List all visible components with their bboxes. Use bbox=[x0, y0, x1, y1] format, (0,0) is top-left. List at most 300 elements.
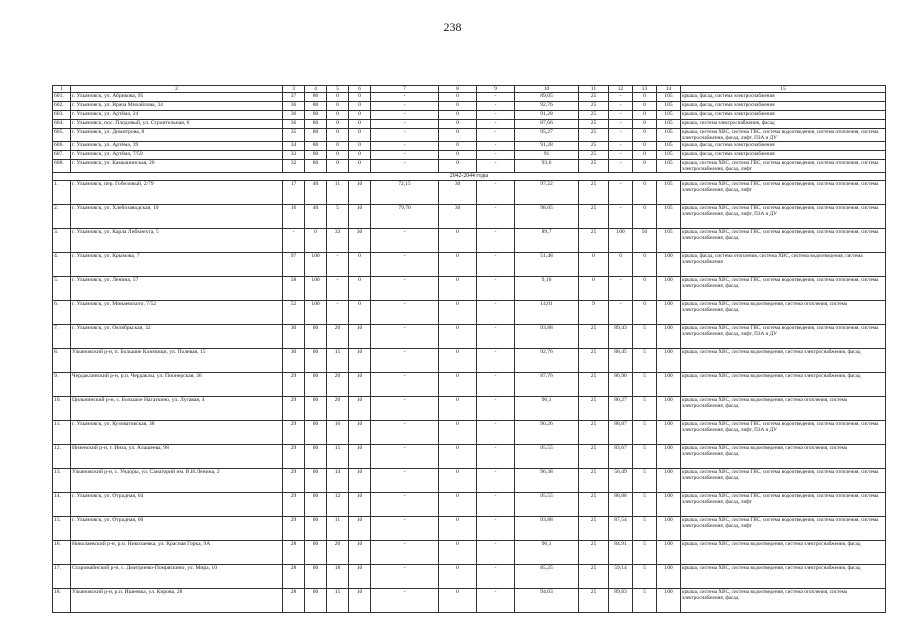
value-cell: 105 bbox=[657, 102, 681, 111]
value-cell: - bbox=[477, 160, 515, 173]
value-cell: 10 bbox=[349, 589, 371, 613]
value-cell: 15 bbox=[327, 589, 349, 613]
value-cell: 0 bbox=[439, 111, 477, 120]
table-body bbox=[53, 86, 886, 613]
value-cell: - bbox=[609, 301, 633, 325]
value-cell: - bbox=[477, 421, 515, 445]
value-cell: 0 bbox=[439, 93, 477, 102]
column-number: 3 bbox=[283, 86, 305, 93]
works-cell: крыша, фасад, система электроснабжения bbox=[681, 102, 886, 111]
value-cell: - bbox=[477, 205, 515, 229]
value-cell: 56,49 bbox=[609, 469, 633, 493]
value-cell: 87,66 bbox=[515, 120, 579, 129]
value-cell: 89,83 bbox=[609, 589, 633, 613]
value-cell: - bbox=[371, 93, 439, 102]
value-cell: - bbox=[477, 397, 515, 421]
value-cell: 5 bbox=[633, 325, 657, 349]
row-number-cell: 601. bbox=[53, 93, 71, 102]
value-cell: 100 bbox=[657, 301, 681, 325]
value-cell: 86,96 bbox=[609, 373, 633, 397]
row-number-cell: 604. bbox=[53, 120, 71, 129]
value-cell: 25 bbox=[579, 469, 609, 493]
value-cell: 80 bbox=[305, 120, 327, 129]
value-cell: 10 bbox=[349, 325, 371, 349]
column-number: 1 bbox=[53, 86, 71, 93]
table-row bbox=[53, 301, 886, 325]
value-cell: 5 bbox=[633, 373, 657, 397]
column-number: 6 bbox=[349, 86, 371, 93]
value-cell: 14,01 bbox=[515, 301, 579, 325]
value-cell: 93,88 bbox=[515, 325, 579, 349]
value-cell: 10 bbox=[349, 397, 371, 421]
value-cell: - bbox=[609, 181, 633, 205]
value-cell: 60 bbox=[305, 589, 327, 613]
value-cell: 100 bbox=[657, 421, 681, 445]
value-cell: 60 bbox=[305, 349, 327, 373]
column-number: 8 bbox=[439, 86, 477, 93]
value-cell: 80 bbox=[305, 151, 327, 160]
value-cell: 0 bbox=[439, 349, 477, 373]
document-sheet bbox=[52, 85, 885, 613]
column-number: 4 bbox=[305, 86, 327, 93]
value-cell: 100 bbox=[657, 277, 681, 301]
value-cell: 80 bbox=[305, 102, 327, 111]
value-cell: - bbox=[477, 565, 515, 589]
column-number: 14 bbox=[657, 86, 681, 93]
value-cell: 28 bbox=[283, 565, 305, 589]
value-cell: 0 bbox=[349, 301, 371, 325]
value-cell: - bbox=[477, 325, 515, 349]
value-cell: - bbox=[609, 160, 633, 173]
value-cell: 25 bbox=[579, 397, 609, 421]
value-cell: - bbox=[371, 229, 439, 253]
value-cell: 0 bbox=[439, 102, 477, 111]
value-cell: 20 bbox=[327, 325, 349, 349]
value-cell: 17 bbox=[283, 181, 305, 205]
table-row bbox=[53, 469, 886, 493]
address-cell: Николаевский р-н, р.п. Николаевка, ул. Красная Горка, 9А bbox=[71, 541, 283, 565]
value-cell: - bbox=[477, 229, 515, 253]
value-cell: - bbox=[477, 151, 515, 160]
row-number-cell: 3. bbox=[53, 229, 71, 253]
value-cell: 25 bbox=[579, 102, 609, 111]
works-cell: крыша, система ХВС, система ГВС, система водоотведения, система отопления, система электроснабжения, фасад, лифт, ПЗА и ДУ bbox=[681, 325, 886, 349]
value-cell: 0 bbox=[439, 397, 477, 421]
table-row bbox=[53, 493, 886, 517]
section-label: 2042-2044 годы bbox=[53, 173, 886, 181]
column-number: 7 bbox=[371, 86, 439, 93]
value-cell: - bbox=[371, 102, 439, 111]
works-cell: крыша, система ХВС, система водоотведения, система отопления, система электроснабжения, фасад bbox=[681, 589, 886, 613]
works-cell: крыша, система ХВС, система ГВС, система водоотведения, система отопления, система электроснабжения, фасад bbox=[681, 469, 886, 493]
table-row bbox=[53, 349, 886, 373]
value-cell: 96,1 bbox=[515, 541, 579, 565]
value-cell: 92,76 bbox=[515, 102, 579, 111]
row-number-cell: 8. bbox=[53, 349, 71, 373]
value-cell: 105 bbox=[657, 181, 681, 205]
value-cell: 5 bbox=[633, 541, 657, 565]
address-cell: г. Ульяновск, ул. Отрадная, 64 bbox=[71, 493, 283, 517]
column-number: 15 bbox=[681, 86, 886, 93]
column-number: 5 bbox=[327, 86, 349, 93]
value-cell: 29 bbox=[283, 397, 305, 421]
value-cell: 100 bbox=[657, 349, 681, 373]
address-cell: г. Ульяновск, ул. Минаевского, 7/52 bbox=[71, 301, 283, 325]
section-row bbox=[53, 173, 886, 181]
value-cell: 0 bbox=[349, 111, 371, 120]
address-cell: г. Ульяновск, ул. Отрадная, 66 bbox=[71, 517, 283, 541]
row-number-cell: 14. bbox=[53, 493, 71, 517]
works-cell: крыша, система ХВС, система водоотведения, система отопления, система электроснабжения, фасад bbox=[681, 397, 886, 421]
value-cell: 72,15 bbox=[371, 181, 439, 205]
value-cell: 5 bbox=[633, 397, 657, 421]
value-cell: - bbox=[371, 421, 439, 445]
value-cell: 36 bbox=[283, 102, 305, 111]
value-cell: - bbox=[477, 589, 515, 613]
value-cell: - bbox=[477, 541, 515, 565]
value-cell: 33 bbox=[327, 229, 349, 253]
value-cell: 84,91 bbox=[609, 541, 633, 565]
address-cell: г. Ульяновск, ул. Карла Либкнехта, 5 bbox=[71, 229, 283, 253]
value-cell: 0 bbox=[327, 111, 349, 120]
value-cell: 0 bbox=[633, 253, 657, 277]
value-cell: 0 bbox=[439, 325, 477, 349]
value-cell: - bbox=[327, 253, 349, 277]
value-cell: 91,28 bbox=[515, 111, 579, 120]
value-cell: 105 bbox=[657, 142, 681, 151]
address-cell: г. Ульяновск, ул. Кузоватовская, 38 bbox=[71, 421, 283, 445]
value-cell: 59,14 bbox=[609, 565, 633, 589]
value-cell: 60 bbox=[305, 493, 327, 517]
row-number-cell: 6. bbox=[53, 301, 71, 325]
value-cell: 96,1 bbox=[515, 397, 579, 421]
value-cell: 25 bbox=[579, 129, 609, 142]
table-row bbox=[53, 589, 886, 613]
value-cell: 91 bbox=[515, 151, 579, 160]
value-cell: 60 bbox=[305, 373, 327, 397]
value-cell: 16 bbox=[327, 421, 349, 445]
value-cell: 29 bbox=[283, 445, 305, 469]
value-cell: 105 bbox=[657, 111, 681, 120]
value-cell: 15 bbox=[327, 445, 349, 469]
value-cell: 0 bbox=[327, 120, 349, 129]
address-cell: Ульяновский р-н, с. Ундоры, ул. Санаторий им. В.И.Ленина, 2 bbox=[71, 469, 283, 493]
value-cell: 40 bbox=[305, 205, 327, 229]
value-cell: 28 bbox=[283, 589, 305, 613]
row-number-cell: 7. bbox=[53, 325, 71, 349]
value-cell: 100 bbox=[305, 277, 327, 301]
value-cell: 0 bbox=[633, 142, 657, 151]
value-cell: 60 bbox=[305, 469, 327, 493]
value-cell: - bbox=[477, 142, 515, 151]
value-cell: 89,7 bbox=[515, 229, 579, 253]
value-cell: 25 bbox=[579, 493, 609, 517]
value-cell: 96,38 bbox=[515, 469, 579, 493]
value-cell: 100 bbox=[657, 397, 681, 421]
table-row bbox=[53, 517, 886, 541]
table-row bbox=[53, 205, 886, 229]
row-number-cell: 17. bbox=[53, 565, 71, 589]
row-number-cell: 602. bbox=[53, 102, 71, 111]
value-cell: 12 bbox=[327, 493, 349, 517]
value-cell: - bbox=[371, 397, 439, 421]
works-cell: крыша, система ХВС, система водоотведения, система отопления, система электроснабжения, фасад bbox=[681, 445, 886, 469]
value-cell: 36 bbox=[283, 111, 305, 120]
value-cell: 11 bbox=[327, 517, 349, 541]
address-cell: Чердаклинский р-н, р.п. Чердаклы, ул. Пионерская, 36 bbox=[71, 373, 283, 397]
value-cell: 5 bbox=[633, 421, 657, 445]
value-cell: 0 bbox=[327, 129, 349, 142]
value-cell: 25 bbox=[579, 517, 609, 541]
value-cell: 25 bbox=[579, 541, 609, 565]
value-cell: 100 bbox=[657, 445, 681, 469]
column-number: 9 bbox=[477, 86, 515, 93]
value-cell: 0 bbox=[439, 589, 477, 613]
value-cell: 0 bbox=[439, 142, 477, 151]
value-cell: 18 bbox=[327, 565, 349, 589]
value-cell: 25 bbox=[579, 349, 609, 373]
value-cell: 34 bbox=[283, 142, 305, 151]
row-number-cell: 10. bbox=[53, 397, 71, 421]
value-cell: 105 bbox=[657, 151, 681, 160]
value-cell: 100 bbox=[657, 325, 681, 349]
value-cell: - bbox=[477, 181, 515, 205]
value-cell: 93,6 bbox=[515, 160, 579, 173]
row-number-cell: 607. bbox=[53, 151, 71, 160]
value-cell: - bbox=[609, 277, 633, 301]
value-cell: - bbox=[609, 151, 633, 160]
value-cell: - bbox=[477, 301, 515, 325]
value-cell: 100 bbox=[657, 469, 681, 493]
value-cell: 95,55 bbox=[515, 445, 579, 469]
value-cell: 83,67 bbox=[609, 445, 633, 469]
value-cell: 79,76 bbox=[371, 205, 439, 229]
table-row bbox=[53, 160, 886, 173]
value-cell: 25 bbox=[579, 325, 609, 349]
value-cell: 5 bbox=[633, 445, 657, 469]
table-row bbox=[53, 120, 886, 129]
address-cell: г. Ульяновск, ул. Артёма, 24 bbox=[71, 111, 283, 120]
value-cell: - bbox=[609, 129, 633, 142]
address-cell: г. Ульяновск, пер. Гобеловый, 2/79 bbox=[71, 181, 283, 205]
value-cell: - bbox=[371, 151, 439, 160]
value-cell: - bbox=[371, 589, 439, 613]
value-cell: 0 bbox=[439, 493, 477, 517]
value-cell: 10 bbox=[349, 373, 371, 397]
value-cell: 5 bbox=[633, 565, 657, 589]
value-cell: 25 bbox=[579, 373, 609, 397]
value-cell: 0 bbox=[439, 517, 477, 541]
value-cell: 105 bbox=[657, 205, 681, 229]
value-cell: 0 bbox=[349, 93, 371, 102]
value-cell: 10 bbox=[349, 349, 371, 373]
works-cell: крыша, система ХВС, система водоотведения, система электроснабжения, фасад bbox=[681, 541, 886, 565]
table-row bbox=[53, 373, 886, 397]
table-row bbox=[53, 325, 886, 349]
row-number-cell: 13. bbox=[53, 469, 71, 493]
value-cell: 0 bbox=[327, 151, 349, 160]
column-number-row bbox=[53, 86, 886, 93]
value-cell: 29 bbox=[283, 517, 305, 541]
address-cell: г. Ульяновск, ул. Хлебозаводская, 10 bbox=[71, 205, 283, 229]
value-cell: 60 bbox=[305, 565, 327, 589]
works-cell: крыша, фасад, система электроснабжения bbox=[681, 93, 886, 102]
value-cell: 105 bbox=[657, 93, 681, 102]
value-cell: - bbox=[371, 111, 439, 120]
value-cell: 9 bbox=[579, 301, 609, 325]
table-row bbox=[53, 565, 886, 589]
value-cell: 105 bbox=[657, 120, 681, 129]
value-cell: 90,26 bbox=[515, 421, 579, 445]
value-cell: 30 bbox=[439, 181, 477, 205]
works-cell: крыша, система ХВС, система водоотведения, система отопления, система электроснабжения, фасад bbox=[681, 301, 886, 325]
address-cell: г. Ульяновск, ул. Врача Михайлова, 34 bbox=[71, 102, 283, 111]
value-cell: - bbox=[609, 142, 633, 151]
row-number-cell: 4. bbox=[53, 253, 71, 277]
address-cell: г. Ульяновск, ул. Камышинская, 20 bbox=[71, 160, 283, 173]
value-cell: 0 bbox=[633, 301, 657, 325]
value-cell: 25 bbox=[579, 445, 609, 469]
value-cell: - bbox=[609, 102, 633, 111]
works-cell: крыша, фасад, система электроснабжения bbox=[681, 142, 886, 151]
value-cell: 10 bbox=[349, 421, 371, 445]
value-cell: 16 bbox=[283, 205, 305, 229]
value-cell: - bbox=[609, 93, 633, 102]
value-cell: 88,87 bbox=[609, 421, 633, 445]
value-cell: 105 bbox=[657, 129, 681, 142]
value-cell: 100 bbox=[305, 301, 327, 325]
value-cell: 100 bbox=[657, 589, 681, 613]
row-number-cell: 11. bbox=[53, 421, 71, 445]
address-cell: Инзенский р-н, г. Инза, ул. Алашеева, 98 bbox=[71, 445, 283, 469]
value-cell: 98,05 bbox=[515, 205, 579, 229]
value-cell: 80,27 bbox=[609, 397, 633, 421]
value-cell: 29 bbox=[283, 493, 305, 517]
value-cell: 58 bbox=[283, 277, 305, 301]
repair-schedule-table bbox=[52, 85, 886, 613]
value-cell: 0 bbox=[633, 181, 657, 205]
value-cell: - bbox=[477, 445, 515, 469]
value-cell: 35 bbox=[283, 129, 305, 142]
value-cell: 100 bbox=[609, 229, 633, 253]
value-cell: 10 bbox=[349, 205, 371, 229]
value-cell: 5 bbox=[327, 205, 349, 229]
value-cell: 10 bbox=[349, 517, 371, 541]
value-cell: 25 bbox=[579, 120, 609, 129]
value-cell: - bbox=[371, 373, 439, 397]
value-cell: 80 bbox=[305, 111, 327, 120]
value-cell: 5 bbox=[633, 349, 657, 373]
value-cell: 0 bbox=[327, 160, 349, 173]
value-cell: 0 bbox=[349, 277, 371, 301]
value-cell: - bbox=[477, 373, 515, 397]
value-cell: 85,25 bbox=[515, 565, 579, 589]
value-cell: - bbox=[477, 93, 515, 102]
value-cell: 25 bbox=[579, 151, 609, 160]
row-number-cell: 16. bbox=[53, 541, 71, 565]
value-cell: 5 bbox=[633, 493, 657, 517]
table-row bbox=[53, 129, 886, 142]
value-cell: 0 bbox=[633, 111, 657, 120]
value-cell: 11 bbox=[327, 181, 349, 205]
value-cell: 25 bbox=[579, 160, 609, 173]
value-cell: 9,16 bbox=[515, 277, 579, 301]
value-cell: - bbox=[477, 102, 515, 111]
value-cell: - bbox=[371, 129, 439, 142]
value-cell: 0 bbox=[633, 160, 657, 173]
value-cell: 97,22 bbox=[515, 181, 579, 205]
value-cell: 0 bbox=[349, 253, 371, 277]
value-cell: 100 bbox=[657, 493, 681, 517]
value-cell: 0 bbox=[439, 445, 477, 469]
value-cell: 105 bbox=[657, 160, 681, 173]
value-cell: 25 bbox=[579, 93, 609, 102]
value-cell: 60 bbox=[305, 397, 327, 421]
value-cell: 0 bbox=[327, 142, 349, 151]
value-cell: - bbox=[371, 120, 439, 129]
column-number: 13 bbox=[633, 86, 657, 93]
works-cell: крыша, система ХВС, система ГВС, система водоотведения, система отопления, система электроснабжения, фасад, лифт bbox=[681, 181, 886, 205]
value-cell: - bbox=[477, 517, 515, 541]
table-row bbox=[53, 445, 886, 469]
value-cell: 89,43 bbox=[609, 325, 633, 349]
value-cell: 100 bbox=[657, 253, 681, 277]
works-cell: крыша, система ХВС, система ГВС, система водоотведения, система отопления, система электроснабжения, фасад, лифт bbox=[681, 160, 886, 173]
value-cell: 0 bbox=[633, 93, 657, 102]
page-number: 238 bbox=[443, 20, 462, 34]
works-cell: крыша, система ХВС, система ГВС, система водоотведения, система отопления, система электроснабжения, фасад, лифт, ПЗА и ДУ bbox=[681, 421, 886, 445]
works-cell: крыша, фасад, система электроснабжения bbox=[681, 151, 886, 160]
works-cell: крыша, система ХВС, система ГВС, система водоотведения, система отопления, система электроснабжения, фасад bbox=[681, 229, 886, 253]
value-cell: 0 bbox=[349, 129, 371, 142]
value-cell: 20 bbox=[327, 397, 349, 421]
row-number-cell: 5. bbox=[53, 277, 71, 301]
value-cell: 60 bbox=[305, 421, 327, 445]
value-cell: 100 bbox=[657, 517, 681, 541]
row-number-cell: 603. bbox=[53, 111, 71, 120]
value-cell: 0 bbox=[579, 277, 609, 301]
table-row bbox=[53, 229, 886, 253]
value-cell: 97 bbox=[283, 253, 305, 277]
value-cell: 100 bbox=[657, 565, 681, 589]
value-cell: 10 bbox=[349, 565, 371, 589]
value-cell: 20 bbox=[327, 541, 349, 565]
value-cell: - bbox=[283, 229, 305, 253]
table-row bbox=[53, 142, 886, 151]
row-number-cell: 18. bbox=[53, 589, 71, 613]
value-cell: 92,76 bbox=[515, 349, 579, 373]
table-row bbox=[53, 93, 886, 102]
value-cell: 20 bbox=[327, 373, 349, 397]
value-cell: 0 bbox=[439, 277, 477, 301]
value-cell: - bbox=[477, 253, 515, 277]
value-cell: 0 bbox=[633, 120, 657, 129]
value-cell: 0 bbox=[439, 120, 477, 129]
works-cell: крыша, система ХВС, система водоотведения, система электроснабжения, фасад bbox=[681, 565, 886, 589]
value-cell: 29 bbox=[283, 373, 305, 397]
value-cell: - bbox=[371, 325, 439, 349]
value-cell: - bbox=[477, 277, 515, 301]
value-cell: - bbox=[371, 517, 439, 541]
row-number-cell: 605. bbox=[53, 129, 71, 142]
value-cell: 29 bbox=[283, 469, 305, 493]
value-cell: 5 bbox=[633, 589, 657, 613]
address-cell: г. Ульяновск, ул. Крымова, 7 bbox=[71, 253, 283, 277]
table-row bbox=[53, 541, 886, 565]
value-cell: 0 bbox=[633, 102, 657, 111]
value-cell: 80 bbox=[305, 93, 327, 102]
value-cell: 0 bbox=[439, 565, 477, 589]
